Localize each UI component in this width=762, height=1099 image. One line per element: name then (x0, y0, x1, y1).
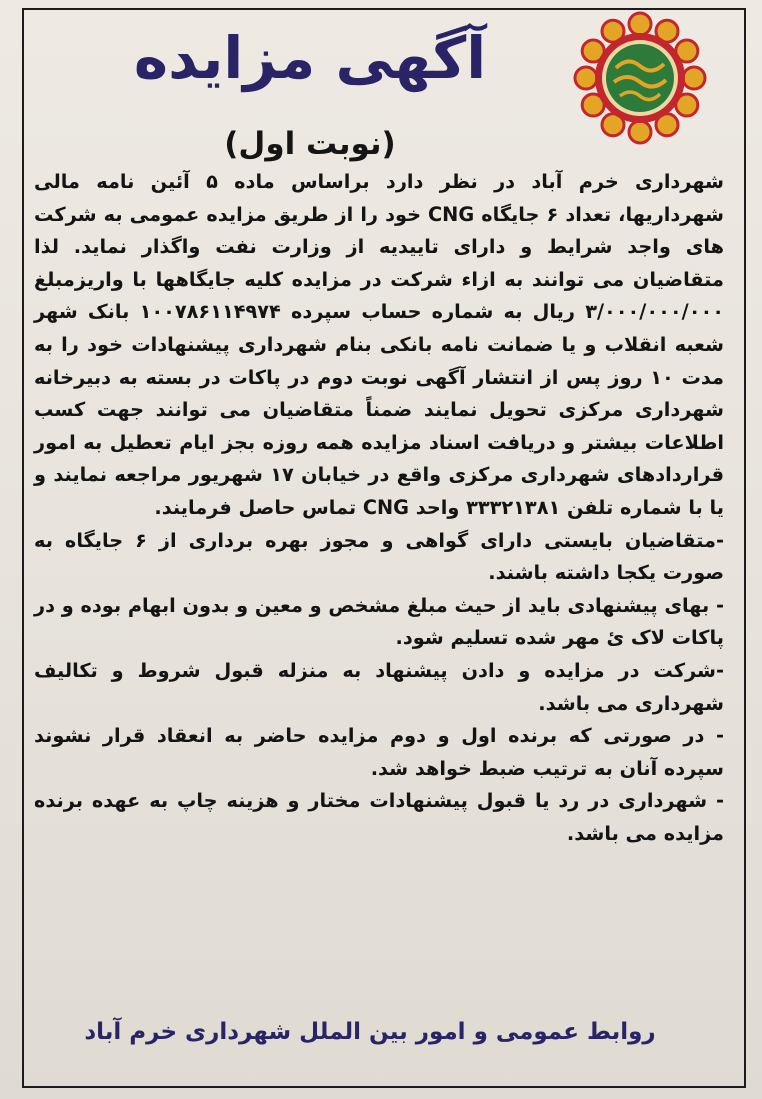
notice-intro-paragraph: شهرداری خرم آباد در نظر دارد براساس ماده ۵ آئین نامه مالی شهرداریها، تعداد ۶ جایگاه CNG خود را از طریق مزایده عمومی به شرکت های واجد شرایط و دارای تاییدیه از وزارت نفت واگذار نماید. لذا متقاضیان می توانند به ازاء شرکت در مزایده کلیه جایگاهها با واریزمبلغ ۳/۰۰۰/۰۰۰/۰۰۰ ریال به شماره حساب سپرده ۱۰۰۷۸۶۱۱۴۹۷۴ بانک شهر شعبه انقلاب و یا ضمانت نامه بانکی بنام شهرداری پیشنهادات خود را به مدت ۱۰ روز پس از انتشار آگهی نوبت دوم در پاکات در بسته به دبیرخانه شهرداری مرکزی تحویل نمایند ضمناً متقاضیان می توانند جهت کسب اطلاعات بیشتر و دریافت اسناد مزایده همه روزه بجز ایام تعطیل به امور قراردادهای شهرداری مرکزی واقع در خیابان ۱۷ شهریور مراجعه نمایند و یا با شماره تلفن ۳۳۳۲۱۳۸۱ واحد CNG تماس حاصل فرمایند. (34, 170, 725, 519)
notice-clause: -متقاضیان بایستی دارای گواهی و مجوز بهره برداری از ۶ جایگاه به صورت یکجا داشته باشند. (34, 528, 724, 585)
notice-clause: - در صورتی که برنده اول و دوم مزایده حاضر به انعقاد قرار نشوند سپرده آنان به ترتیب ضبط خواهد شد. (34, 724, 724, 780)
notice-clause: - بهای پیشنهادی باید از حیث مبلغ مشخص و معین و بدون ابهام بوده و در پاکات لاک ئ مهر شده تسلیم شود. (34, 593, 724, 650)
notice-signature: روابط عمومی و امور بین الملل شهرداری خرم آباد (84, 1019, 656, 1045)
notice-clause: - شهرداری در رد یا قبول پیشنهادات مختار و هزینه چاپ به عهده برنده مزایده می باشد. (34, 789, 724, 845)
municipality-logo-icon (572, 10, 708, 146)
notice-clause: -شرکت در مزایده و دادن پیشنهاد به منزله قبول شروط و تکالیف شهرداری می باشد. (34, 658, 724, 715)
notice-title: آگهی مزایده (133, 24, 487, 92)
notice-body (34, 166, 724, 850)
notice-round-label: (نوبت اول) (224, 126, 396, 162)
